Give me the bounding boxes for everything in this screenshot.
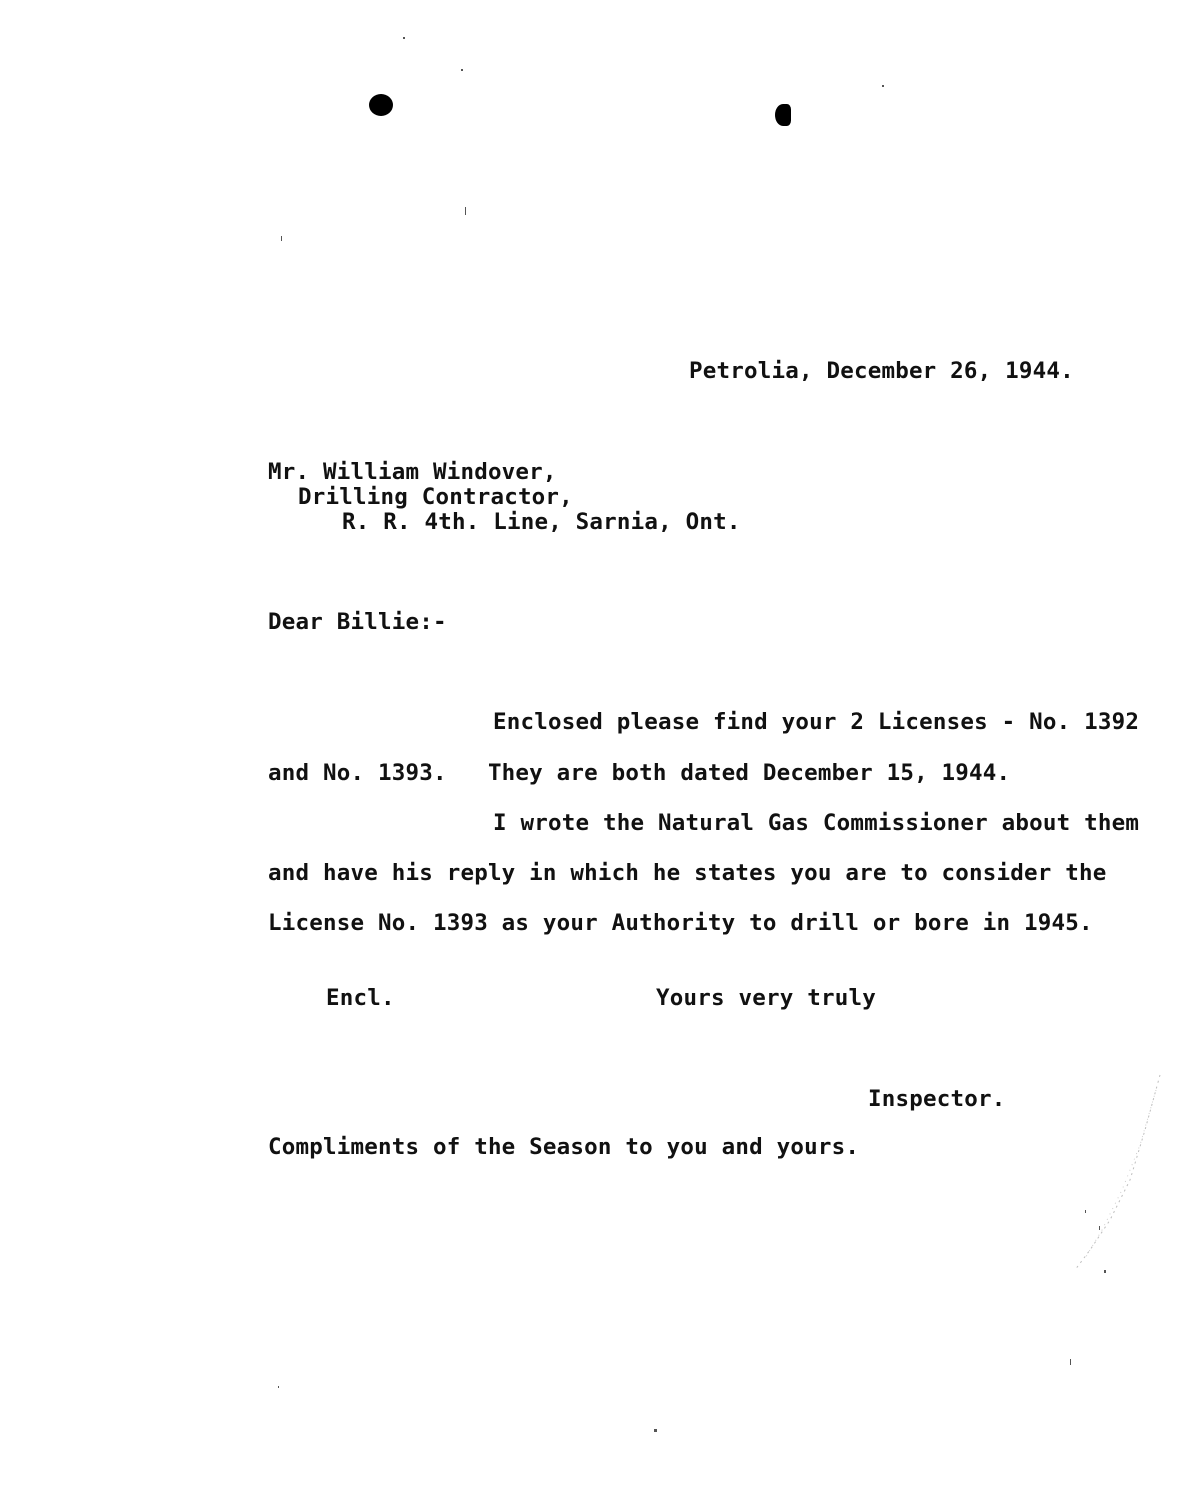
scan-speck (465, 207, 466, 215)
body-line-2: and No. 1393. They are both dated December 15, 1944. (268, 760, 1011, 786)
scan-speck (278, 1386, 279, 1388)
body-line-3: I wrote the Natural Gas Commissioner about them (493, 810, 1140, 836)
scan-smudge (1060, 1070, 1170, 1290)
postscript: Compliments of the Season to you and yours. (268, 1134, 860, 1160)
salutation: Dear Billie:- (268, 609, 447, 635)
body-line-1: Enclosed please find your 2 Licenses - No. 1392 (493, 709, 1140, 735)
punch-hole-right (775, 104, 791, 126)
scan-speck (403, 37, 405, 39)
dateline: Petrolia, December 26, 1944. (689, 358, 1074, 384)
closing: Yours very truly (656, 985, 876, 1011)
recipient-name: Mr. William Windover, (268, 459, 557, 485)
scan-speck (1070, 1359, 1071, 1365)
scan-speck (882, 85, 884, 87)
body-line-5: License No. 1393 as your Authority to drill or bore in 1945. (268, 910, 1093, 936)
scan-speck (461, 69, 463, 71)
scan-speck (654, 1429, 657, 1432)
scan-speck (281, 236, 282, 241)
recipient-title: Drilling Contractor, (298, 484, 573, 510)
body-line-4: and have his reply in which he states you are to consider the (268, 860, 1107, 886)
signature-title: Inspector. (868, 1086, 1006, 1112)
punch-hole-left (369, 94, 393, 116)
enclosure-note: Encl. (326, 985, 395, 1011)
recipient-address: R. R. 4th. Line, Sarnia, Ont. (342, 509, 741, 535)
